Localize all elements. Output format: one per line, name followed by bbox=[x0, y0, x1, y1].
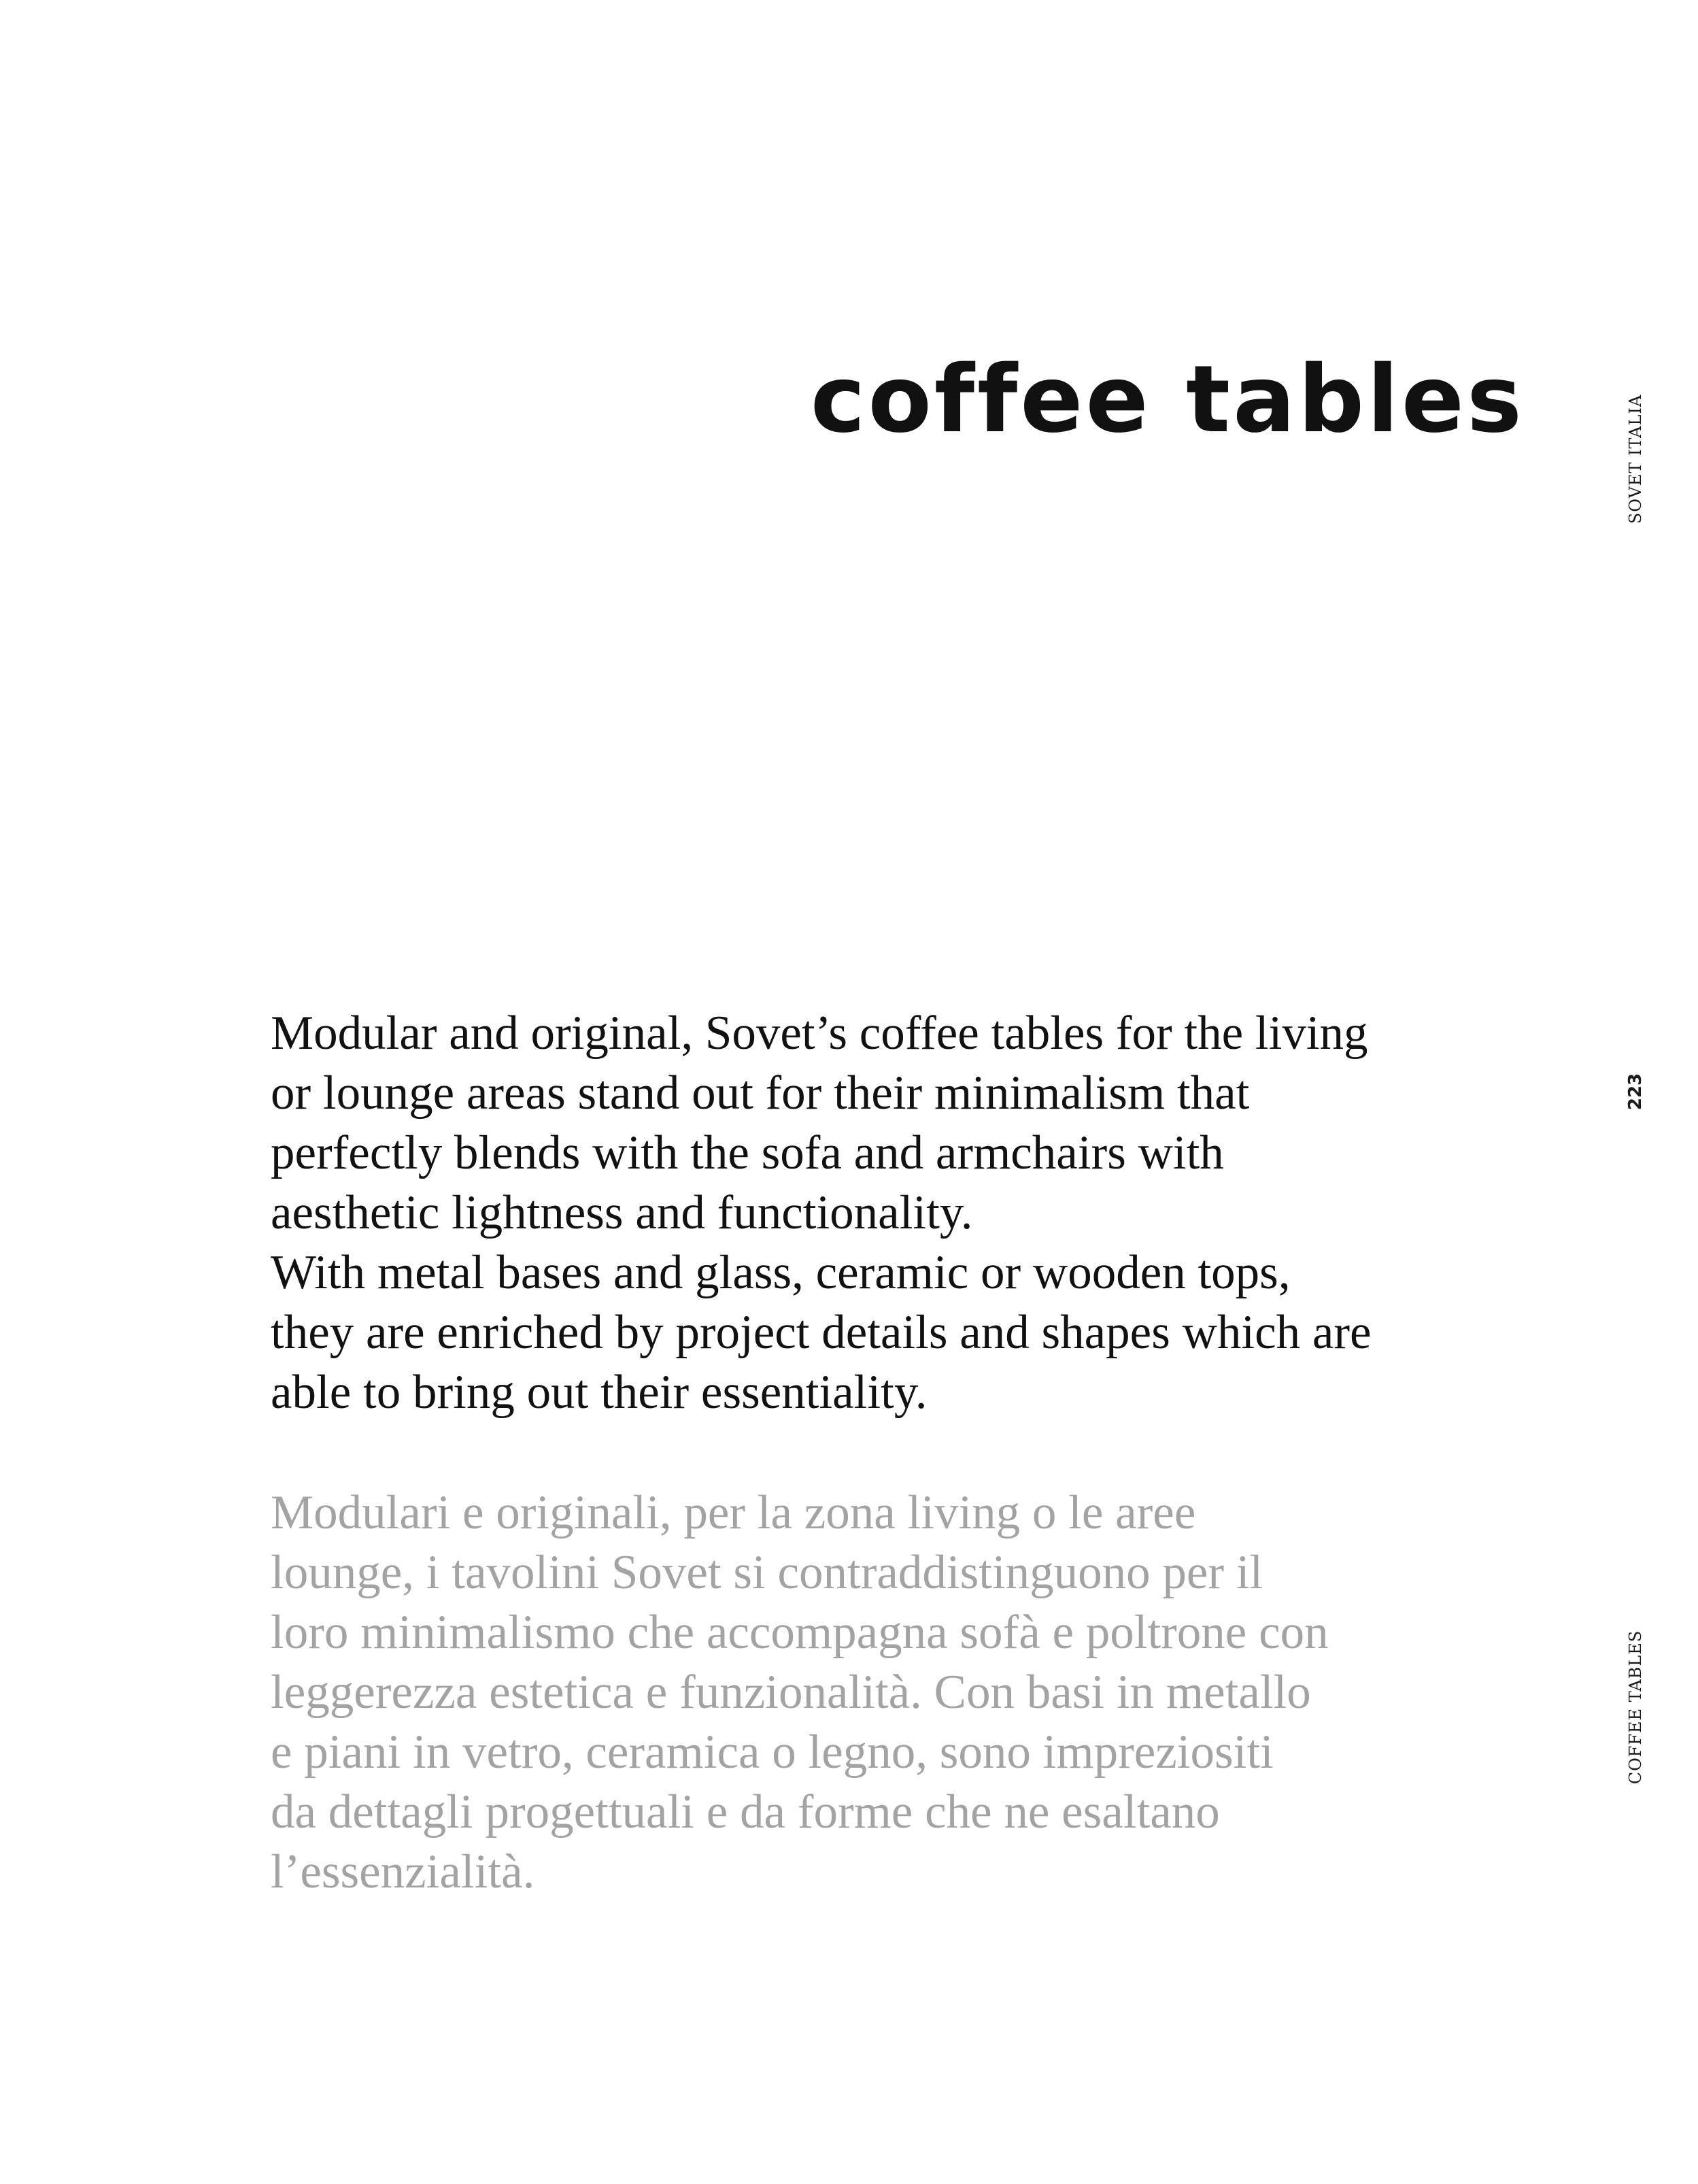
english-line: aesthetic lightness and functionality. bbox=[271, 1186, 973, 1239]
italian-line: leggerezza estetica e funzionalità. Con basi in metallo bbox=[271, 1666, 1311, 1719]
italian-line: da dettagli progettuali e da forme che ne esaltano bbox=[271, 1785, 1220, 1838]
section-label: COFFEE TABLES bbox=[1626, 1630, 1645, 1785]
italian-line: l’essenzialità. bbox=[271, 1845, 535, 1898]
italian-line: Modulari e originali, per la zona living o le aree bbox=[271, 1486, 1196, 1539]
italian-line: e piani in vetro, ceramica o legno, sono impreziositi bbox=[271, 1726, 1274, 1779]
english-description bbox=[271, 1003, 1495, 1422]
italian-line: lounge, i tavolini Sovet si contraddistinguono per il bbox=[271, 1546, 1263, 1599]
english-line: or lounge areas stand out for their minimalism that bbox=[271, 1066, 1250, 1120]
english-line: With metal bases and glass, ceramic or wooden tops, bbox=[271, 1246, 1291, 1299]
english-line: Modular and original, Sovet’s coffee tables for the living bbox=[271, 1007, 1368, 1060]
english-line: they are enriched by project details and shapes which are bbox=[271, 1306, 1372, 1359]
brand-label: SOVET ITALIA bbox=[1626, 394, 1645, 524]
italian-line: loro minimalismo che accompagna sofà e poltrone con bbox=[271, 1606, 1329, 1659]
page-title: coffee tables bbox=[810, 346, 1525, 454]
italian-description bbox=[271, 1483, 1495, 1902]
english-line: perfectly blends with the sofa and armchairs with bbox=[271, 1126, 1224, 1179]
english-line: able to bring out their essentiality. bbox=[271, 1366, 928, 1419]
page-number: 223 bbox=[1625, 1073, 1646, 1111]
